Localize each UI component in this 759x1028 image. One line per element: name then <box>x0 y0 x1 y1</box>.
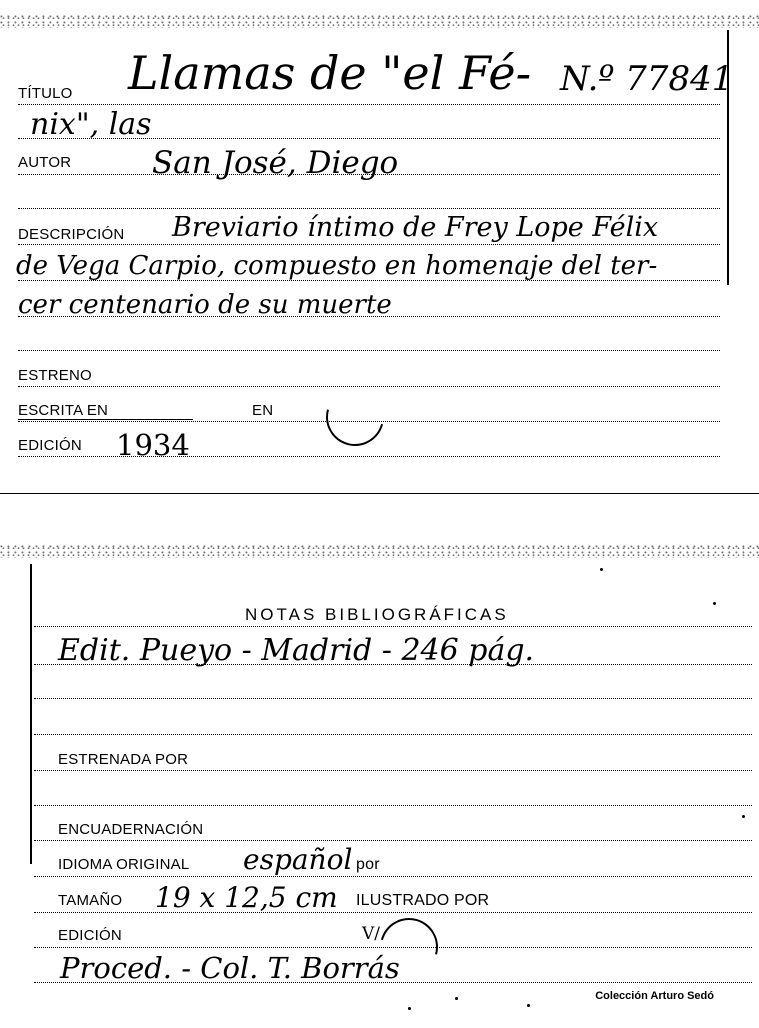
scan-noise-top <box>0 14 759 28</box>
descripcion-label: DESCRIPCIÓN <box>18 226 125 243</box>
speck <box>742 815 745 818</box>
idioma-label: IDIOMA ORIGINAL <box>58 856 190 873</box>
autor-rule <box>18 174 720 175</box>
escrita-en-underline <box>18 419 193 420</box>
notas-line1: Edit. Pueyo - Madrid - 246 pág. <box>58 633 535 668</box>
autor-value: San José, Diego <box>152 145 399 181</box>
titulo-line2-rule <box>18 138 720 139</box>
speck <box>408 1007 411 1010</box>
procedencia-rule <box>34 982 752 983</box>
card-left-edge <box>30 564 32 864</box>
idioma-value: español <box>243 843 353 876</box>
titulo-label: TÍTULO <box>18 85 73 102</box>
descripcion-line3: cer centenario de su muerte <box>18 290 392 320</box>
descripcion-rule-1 <box>18 244 720 245</box>
estreno-rule <box>18 386 720 387</box>
speck <box>713 602 716 605</box>
card-bottom-edge <box>0 493 759 494</box>
catalog-card-top <box>0 0 759 495</box>
ilustrado-por-label: ILUSTRADO POR <box>356 892 490 909</box>
descripcion-rule-3 <box>18 316 720 317</box>
notas-rule-1 <box>34 664 752 665</box>
collection-credit: Colección Arturo Sedó <box>595 990 714 1002</box>
notas-rule-3 <box>34 734 752 735</box>
speck <box>455 997 458 1000</box>
por-label: por <box>356 856 380 873</box>
estrenada-por-rule <box>34 770 752 771</box>
edicion-label: EDICIÓN <box>18 437 82 454</box>
tamano-label: TAMAÑO <box>58 892 123 909</box>
encuadernacion-rule <box>34 840 752 841</box>
notas-rule-0 <box>34 626 752 627</box>
encuadernacion-label: ENCUADERNACIÓN <box>58 821 204 838</box>
blank-rule-3 <box>34 805 752 806</box>
edicion-rule <box>18 456 720 457</box>
tamano-rule <box>34 912 752 913</box>
punch-hole-circle-top <box>315 377 394 456</box>
notas-heading: NOTAS BIBLIOGRÁFICAS <box>245 605 509 624</box>
descripcion-line2: de Vega Carpio, compuesto en homenaje del ter- <box>16 251 658 281</box>
blank-rule-2 <box>18 350 720 351</box>
edicion-value: 1934 <box>116 428 190 462</box>
speck <box>527 1004 530 1007</box>
descripcion-rule-2 <box>18 280 720 281</box>
estreno-label: ESTRENO <box>18 367 92 384</box>
en-label: EN <box>252 402 274 419</box>
blank-rule-1 <box>18 208 720 209</box>
notas-rule-2 <box>34 698 752 699</box>
edicion-label-bottom: EDICIÓN <box>58 927 122 944</box>
tamano-value: 19 x 12,5 cm <box>155 881 338 914</box>
v-mark: V/ <box>362 924 381 944</box>
titulo-value-line2: nix", las <box>30 107 152 142</box>
edicion-rule-bottom <box>34 947 752 948</box>
autor-label: AUTOR <box>18 154 72 171</box>
catalog-card-bottom <box>0 540 759 1028</box>
procedencia-note: Proced. - Col. T. Borrás <box>60 951 400 985</box>
estrenada-por-label: ESTRENADA POR <box>58 751 189 768</box>
titulo-value-line1: Llamas de "el Fé- <box>128 46 532 100</box>
catalog-number: N.º 77841 <box>560 59 734 99</box>
speck <box>600 568 603 571</box>
escrita-en-label: ESCRITA EN <box>18 402 109 419</box>
descripcion-line1: Breviario íntimo de Frey Lope Félix <box>172 212 659 243</box>
idioma-rule <box>34 876 752 877</box>
titulo-line1-rule <box>18 104 720 105</box>
scan-noise-bottom <box>0 544 759 558</box>
